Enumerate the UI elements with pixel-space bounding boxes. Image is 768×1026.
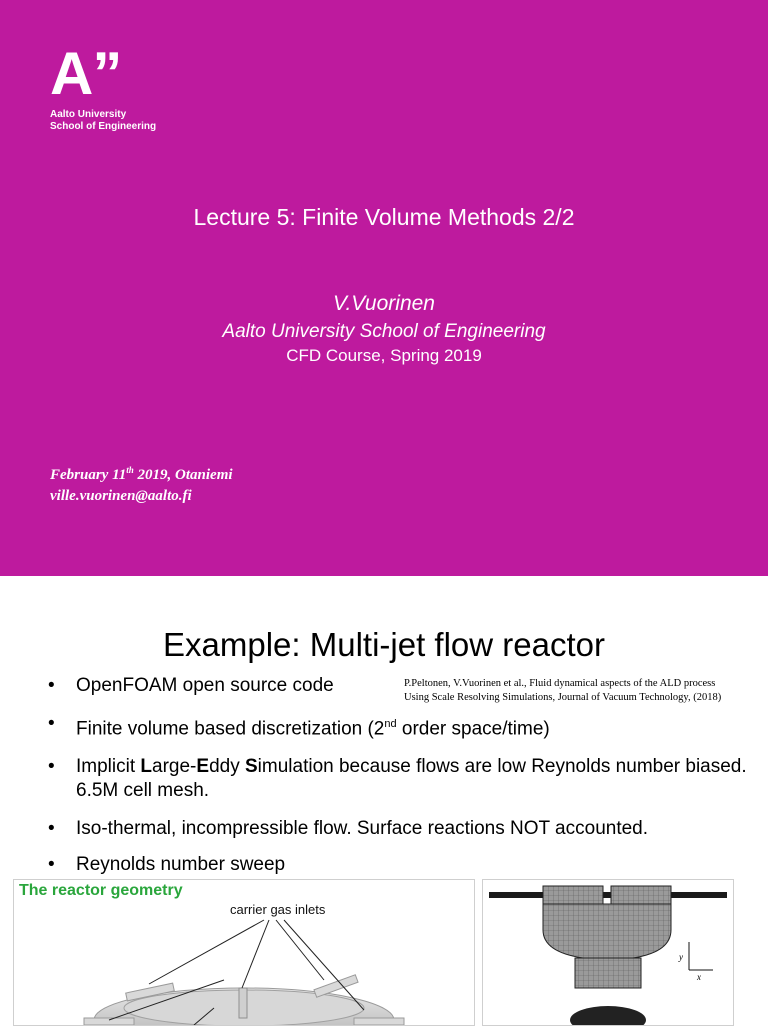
reference-citation: P.Peltonen, V.Vuorinen et al., Fluid dynamical aspects of the ALD process Using Scale Resolving Simulations, Journal of Vacuum Technology, (2018) [404, 678, 722, 703]
bullet-list [48, 674, 748, 877]
mesh-drawing [483, 880, 733, 1025]
bullet-openfoam: • OpenFOAM open source code [48, 674, 748, 698]
axis-x-label: x [697, 972, 701, 982]
content-slide [0, 576, 768, 1024]
course-name: CFD Course, Spring 2019 [286, 346, 482, 365]
figure-title: The reactor geometry [19, 882, 183, 899]
author-name: V.Vuorinen [333, 292, 435, 315]
lecture-title: Lecture 5: Finite Volume Methods 2/2 [193, 204, 575, 230]
bullet-reynolds-sweep: • Reynolds number sweep [48, 853, 748, 877]
reactor-geometry-figure [13, 879, 475, 1026]
mesh-figure [482, 879, 734, 1026]
aalto-logo-mark: A” [50, 40, 122, 107]
bullet-finite-volume: • Finite volume based discretization (2nd order space/time) [48, 712, 748, 741]
slide-title: Example: Multi-jet flow reactor [163, 626, 605, 663]
institution-name: Aalto University School of Engineering [222, 321, 546, 342]
lecture-date: February 11th 2019, Otaniemi [50, 465, 233, 483]
date-and-contact [50, 460, 233, 507]
bullet-isothermal: • Iso-thermal, incompressible flow. Surface reactions NOT accounted. [48, 817, 748, 841]
bullet-les: • Implicit Large-Eddy Simulation because flows are low Reynolds number biased. 6.5M cell mesh. [48, 755, 748, 803]
aalto-logo-text [50, 109, 156, 133]
logo-line-1: Aalto University [50, 109, 127, 120]
carrier-gas-inlets-label: carrier gas inlets [230, 902, 326, 917]
axis-y-label: y [679, 952, 683, 962]
contact-email: ville.vuorinen@aalto.fi [50, 488, 192, 504]
logo-line-2: School of Engineering [50, 121, 157, 132]
